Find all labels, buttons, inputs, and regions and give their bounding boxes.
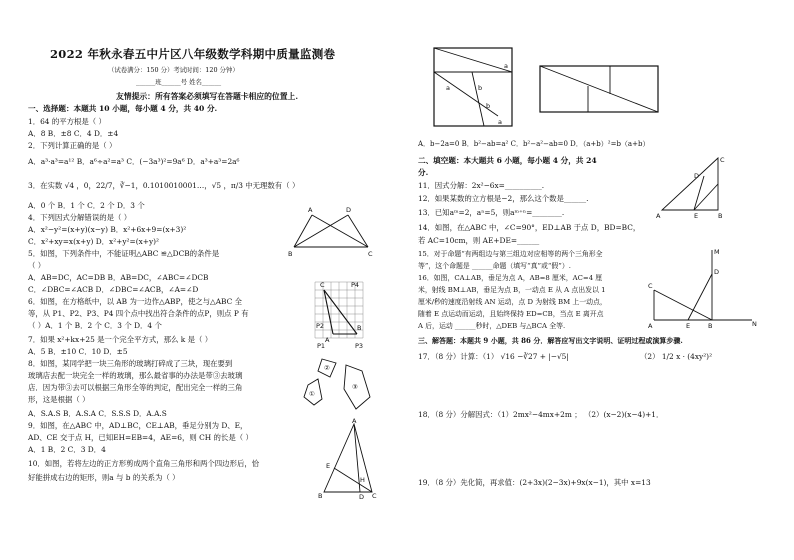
q11: 11．因式分解：2x²−6x=__________. (418, 181, 545, 190)
q1: 1．64 的平方根是（ ） (28, 117, 106, 126)
svg-text:③: ③ (352, 383, 358, 391)
q10-line2: 好能拼成右边的矩形，则a 与 b 的关系为（ ） (28, 473, 180, 482)
svg-text:A: A (352, 417, 357, 425)
q13: 13．已知aᵐ=2，aⁿ=5，则aᵐ⁺ⁿ=________. (418, 208, 565, 217)
q5-options-cd: C．∠DBC=∠ACB D．∠DBC=∠ACB，∠A=∠D (28, 285, 199, 294)
q4-options-ab: A．x²−y²=(x+y)(x−y) B．x²+6x+9=(x+3)² (28, 225, 187, 234)
q7-options: A．5 B．±10 C．10 D．±5 (28, 347, 128, 356)
student-info-line: ______班______号 姓名______ (136, 78, 222, 86)
svg-text:D: D (346, 206, 352, 214)
q17-part1: 17．（8 分）计算：（1） √16 −∛27 + |−√5| (418, 352, 569, 361)
q2-options: A．a³·a³=a¹² B．a⁶÷a²=a³ C．(−3a³)²=9a⁶ D．a³+a³=2a⁶ (28, 157, 240, 166)
q6: 6．如图，在方格纸中，以 AB 为一边作△ABP，使之与△ABC 全 (28, 297, 243, 306)
figure-q16 (648, 246, 760, 330)
q10: 10．如图，若将左边的正方形剪成两个直角三角形和两个四边形后，恰 (28, 459, 260, 468)
notice: 友情提示：所有答案必须填写在答题卡相应的位置上. (116, 92, 299, 101)
svg-text:B: B (357, 324, 362, 332)
svg-text:C: C (372, 492, 377, 500)
svg-text:b: b (486, 102, 491, 110)
q10-options: A．b−2a=0 B．b²−ab=a² C．b²−a²−ab=0 D．（a+b）²=b（a+b） (418, 140, 650, 148)
section-2-heading-cont: 分. (418, 168, 429, 177)
q8-line2: 玻璃店去配一块完全一样的玻璃，那么最省事的办法是带③去玻璃 (28, 371, 243, 380)
svg-text:①: ① (309, 390, 315, 398)
svg-text:M: M (714, 248, 720, 256)
q5-options-ab: A．AB=DC，AC=DB B．AB=DC，∠ABC=∠DCB (28, 273, 209, 282)
q18: 18．（8 分）分解因式：（1）2mx²−4mx+2m ； （2）(x−2)(x−4)+1． (418, 410, 664, 419)
svg-text:②: ② (324, 364, 330, 372)
q16-line2: 米，射线 BM⊥AB，垂足为点 B，一动点 E 从 A 点出发以 1 (418, 286, 606, 294)
svg-text:E: E (686, 322, 691, 330)
section-2-heading: 二、填空题：本大题共 6 小题，每小题 4 分，共 24 (418, 156, 597, 165)
svg-text:C: C (648, 282, 653, 290)
q14-line2: 若 AC=10cm，则 AE+DE=______ (418, 236, 540, 245)
figure-q8 (300, 355, 375, 413)
svg-text:B: B (318, 492, 323, 500)
svg-text:N: N (752, 320, 757, 328)
q8-line3: 店．因为带③去可以根据三角形全等的判定，配出完全一样的三角 (28, 383, 243, 392)
q6-line2: 等，从 P1、P2、P3、P4 四个点中找出符合条件的点P，则点 P 有 (28, 309, 249, 318)
exam-meta: （试卷满分：150 分）考试时间：120 分钟） (108, 66, 239, 74)
svg-text:B: B (718, 212, 723, 220)
q15: 15．对于命题“有两组边与第三组边对应相等的两个三角形全 (418, 250, 603, 258)
svg-text:D: D (714, 268, 720, 276)
q3-options: A．0 个 B．1 个 C．2 个 D．3 个 (28, 201, 145, 210)
svg-text:b: b (478, 84, 483, 92)
q8-line4: 形，这是根据（ ） (28, 395, 90, 404)
figure-q10-square (432, 46, 516, 130)
q9-options: A．1 B．2 C．3 D．4 (28, 445, 106, 454)
svg-text:P4: P4 (351, 281, 360, 289)
q4: 4．下列因式分解错误的是（ ） (28, 213, 132, 222)
q8-options: A．S.A.S B．A.S.A C．S.S.S D．A.A.S (28, 409, 167, 418)
svg-text:C: C (320, 281, 325, 289)
svg-text:a: a (504, 62, 508, 70)
svg-text:P2: P2 (316, 322, 325, 330)
q2: 2．下列计算正确的是（ ） (28, 141, 117, 150)
svg-text:A: A (325, 336, 330, 344)
svg-text:A: A (308, 206, 313, 214)
figure-q6 (313, 278, 365, 350)
q14: 14．如图，在△ABC 中，∠C=90°，ED⊥AB 于点 D，BD=BC， (418, 223, 641, 232)
figure-q10-rectangle (538, 64, 662, 116)
svg-text:B: B (708, 322, 713, 330)
svg-text:E: E (694, 212, 699, 220)
q8: 8．如图，某同学把一块三角形的玻璃打碎成了三块，现在要到 (28, 359, 233, 368)
q4-options-cd: C．x²+xy=x(x+y) D．x²+y²=(x+y)² (28, 237, 159, 246)
figure-q5 (288, 205, 378, 260)
svg-text:C: C (720, 156, 725, 164)
svg-text:D: D (694, 172, 700, 180)
q17-part2: （2） 1/2 x · (4xy²)² (640, 352, 713, 361)
svg-text:H: H (360, 476, 365, 484)
q19: 19．（8 分）先化简，再求值：(2+3x)(2−3x)+9x(x−1)，其中 x=13 (418, 478, 651, 487)
exam-title: 2022 年秋永春五中片区八年级数学科期中质量监测卷 (50, 47, 336, 61)
figure-q9 (316, 417, 380, 501)
q3: 3．在实数 √4 ，0，22/7，∛−1，0.1010010001…，√5 ，π/3 中无理数有（ ） (28, 181, 300, 190)
q5-paren: （ ） (28, 261, 46, 270)
svg-text:E: E (326, 462, 331, 470)
q16-line3: 厘米/秒的速度沿射线 AN 运动，点 D 为射线 BM 上一动点， (418, 298, 607, 306)
svg-text:P1: P1 (317, 342, 326, 350)
svg-text:a: a (446, 84, 450, 92)
q9-line2: AD、CE 交于点 H，已知EH=EB=4，AE=6，则 CH 的长是（ ） (28, 433, 253, 442)
svg-text:D: D (359, 493, 365, 501)
q16: 16．如图，CA⊥AB，垂足为点 A，AB=8 厘米，AC=4 厘 (418, 274, 603, 282)
figure-q14 (656, 156, 740, 220)
q5: 5．如图，下列条件中，不能证明△ABC ≌△DCB的条件是 (28, 249, 220, 258)
section-1-heading: 一、选择题：本题共 10 小题，每小题 4 分，共 40 分. (28, 104, 218, 113)
svg-text:A: A (648, 322, 653, 330)
svg-text:A: A (656, 212, 661, 220)
svg-text:C: C (368, 250, 373, 258)
q16-line4: 随着 E 点运动而运动，且始终保持 ED=CB，当点 E 离开点 (418, 310, 604, 318)
q1-options: A．8 B．±8 C．4 D．±4 (28, 129, 119, 138)
q7: 7．如果 x²+kx+25 是一个完全平方式，那么 k 是（ ） (28, 335, 213, 344)
q12: 12．如果某数的立方根是−2，那么这个数是______. (418, 194, 589, 203)
svg-text:a: a (498, 118, 502, 126)
q15-line2: 等”，这个命题是 ______命题（填写“真”或“假”）. (418, 262, 571, 270)
q9: 9．如图，在△ABC 中，AD⊥BC，CE⊥AB，垂足分别为 D、E， (28, 421, 248, 430)
q16-line5: A 后，运动 ______秒时，△DEB 与△BCA 全等. (418, 322, 566, 330)
q6-options: （ ）A．1 个 B．2 个 C．3 个 D．4 个 (28, 321, 162, 330)
svg-text:P3: P3 (355, 342, 364, 350)
svg-text:B: B (288, 250, 293, 258)
section-3-heading: 三、解答题：本题共 9 小题，共 86 分．解答应写出文字说明、证明过程或演算步骤. (418, 336, 683, 345)
